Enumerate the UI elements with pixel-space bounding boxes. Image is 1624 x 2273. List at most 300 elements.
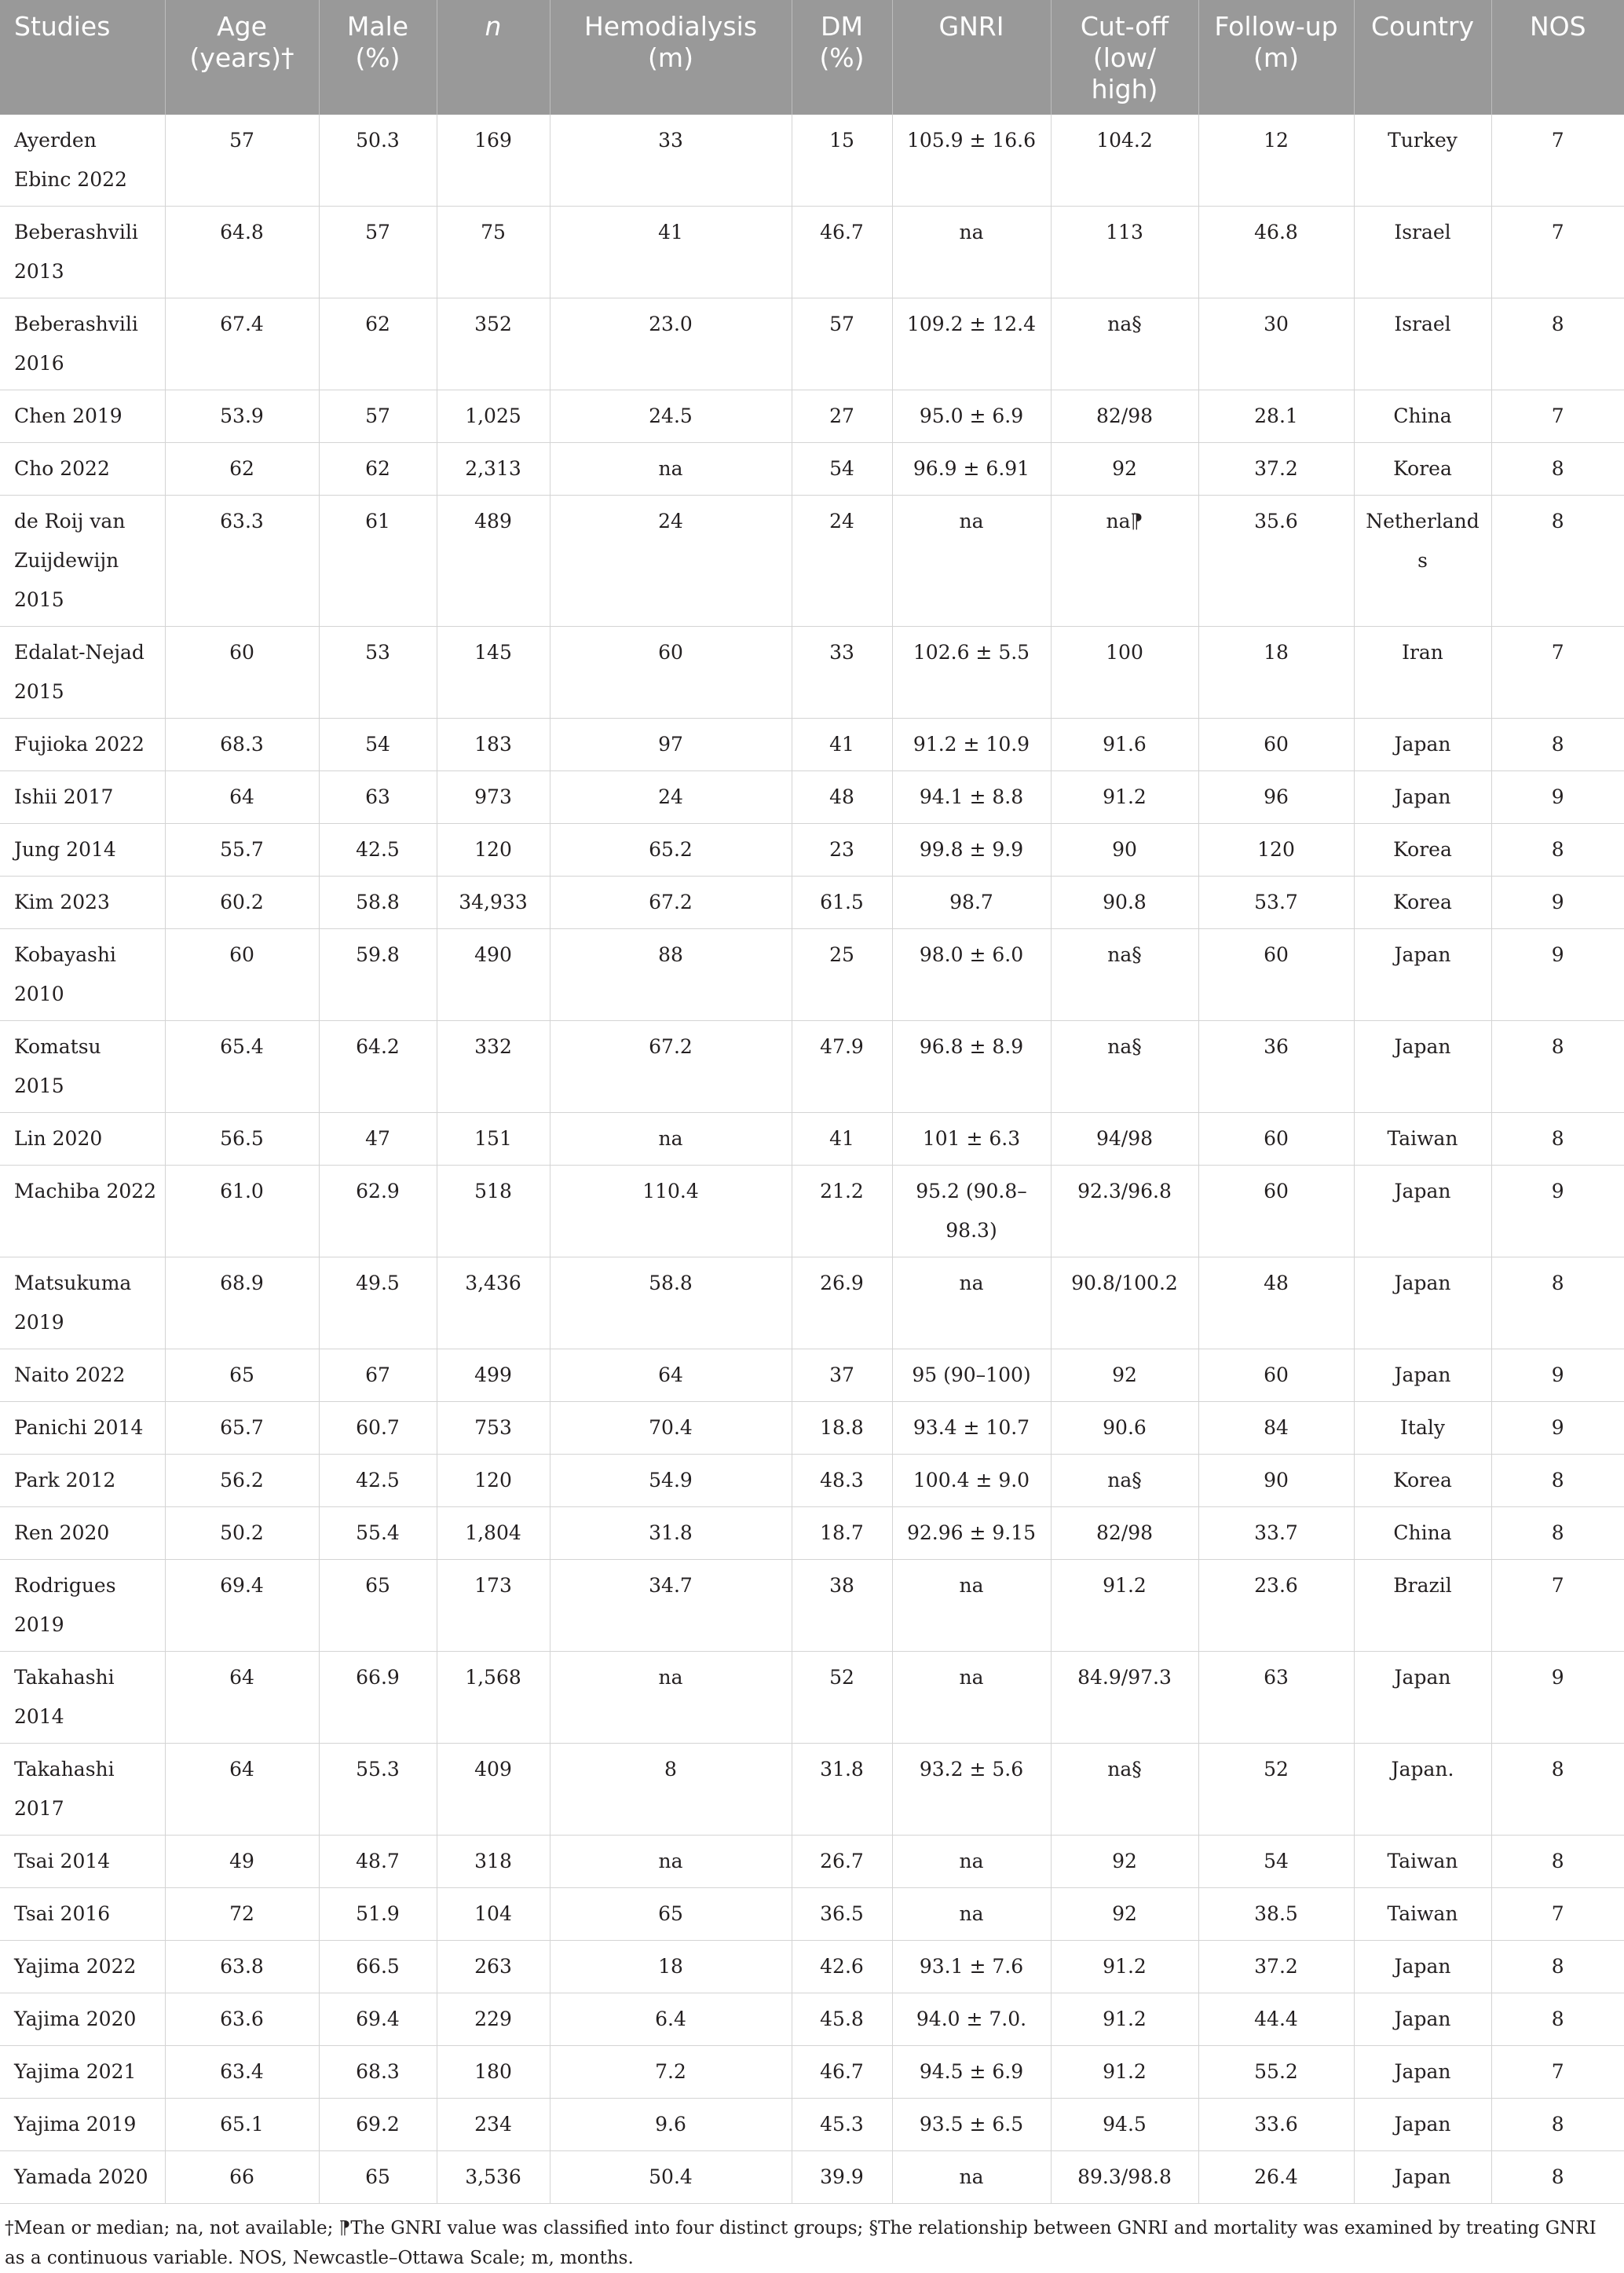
table-row bbox=[0, 929, 1624, 1021]
table-row bbox=[0, 1560, 1624, 1652]
table-row bbox=[0, 207, 1624, 298]
cell-country: China bbox=[1354, 390, 1491, 443]
cell-gnri: 100.4 ± 9.0 bbox=[892, 1455, 1051, 1507]
table-row bbox=[0, 115, 1624, 207]
cell-followup: 90 bbox=[1198, 1455, 1354, 1507]
cell-followup: 84 bbox=[1198, 1402, 1354, 1455]
cell-gnri: 95.2 (90.8–98.3) bbox=[892, 1166, 1051, 1257]
cell-n: 2,313 bbox=[437, 443, 550, 496]
cell-age: 64.8 bbox=[165, 207, 319, 298]
cell-hemodialysis: 67.2 bbox=[550, 877, 792, 929]
cell-age: 72 bbox=[165, 1888, 319, 1941]
cell-hemodialysis: 8 bbox=[550, 1744, 792, 1836]
cell-study: Park 2012 bbox=[0, 1455, 165, 1507]
cell-country: Korea bbox=[1354, 1455, 1491, 1507]
cell-dm: 15 bbox=[792, 115, 892, 207]
cell-n: 120 bbox=[437, 824, 550, 877]
cell-dm: 41 bbox=[792, 1113, 892, 1166]
header-country: Country bbox=[1354, 0, 1491, 115]
cell-hemodialysis: na bbox=[550, 1836, 792, 1888]
header-n: n bbox=[437, 0, 550, 115]
cell-followup: 46.8 bbox=[1198, 207, 1354, 298]
cell-country: Korea bbox=[1354, 824, 1491, 877]
cell-followup: 60 bbox=[1198, 929, 1354, 1021]
cell-study: Cho 2022 bbox=[0, 443, 165, 496]
cell-hemodialysis: 41 bbox=[550, 207, 792, 298]
cell-n: 234 bbox=[437, 2099, 550, 2151]
cell-study: Chen 2019 bbox=[0, 390, 165, 443]
cell-gnri: 102.6 ± 5.5 bbox=[892, 627, 1051, 719]
cell-male: 62 bbox=[319, 298, 437, 390]
cell-hemodialysis: 24 bbox=[550, 771, 792, 824]
table-footnote: †Mean or median; na, not available; ⁋The GNRI value was classified into four distinct groups; §The relationship between GNRI and mortality was examined by treating GNRI as a continuous variable. NOS, Newcastle–Ottawa Scale; m, months. bbox=[5, 2218, 1597, 2268]
cell-n: 151 bbox=[437, 1113, 550, 1166]
cell-gnri: 93.1 ± 7.6 bbox=[892, 1941, 1051, 1993]
cell-study: Kobayashi 2010 bbox=[0, 929, 165, 1021]
cell-cutoff: 90.6 bbox=[1051, 1402, 1198, 1455]
cell-cutoff: na§ bbox=[1051, 1021, 1198, 1113]
cell-dm: 45.8 bbox=[792, 1993, 892, 2046]
cell-cutoff: na§ bbox=[1051, 929, 1198, 1021]
table-row bbox=[0, 1166, 1624, 1257]
cell-gnri: 98.0 ± 6.0 bbox=[892, 929, 1051, 1021]
cell-cutoff: 84.9/97.3 bbox=[1051, 1652, 1198, 1744]
cell-nos: 9 bbox=[1491, 877, 1624, 929]
cell-nos: 7 bbox=[1491, 1560, 1624, 1652]
cell-study: Ayerden Ebinc 2022 bbox=[0, 115, 165, 207]
cell-male: 65 bbox=[319, 2151, 437, 2204]
cell-cutoff: 92 bbox=[1051, 443, 1198, 496]
cell-n: 183 bbox=[437, 719, 550, 771]
cell-hemodialysis: 58.8 bbox=[550, 1257, 792, 1349]
cell-dm: 23 bbox=[792, 824, 892, 877]
cell-age: 63.3 bbox=[165, 496, 319, 627]
cell-male: 42.5 bbox=[319, 1455, 437, 1507]
cell-male: 62 bbox=[319, 443, 437, 496]
cell-followup: 33.7 bbox=[1198, 1507, 1354, 1560]
cell-followup: 36 bbox=[1198, 1021, 1354, 1113]
cell-followup: 63 bbox=[1198, 1652, 1354, 1744]
cell-male: 53 bbox=[319, 627, 437, 719]
header-gnri: GNRI bbox=[892, 0, 1051, 115]
cell-age: 65.1 bbox=[165, 2099, 319, 2151]
cell-hemodialysis: 23.0 bbox=[550, 298, 792, 390]
cell-age: 64 bbox=[165, 1652, 319, 1744]
cell-followup: 52 bbox=[1198, 1744, 1354, 1836]
cell-age: 69.4 bbox=[165, 1560, 319, 1652]
cell-gnri: na bbox=[892, 1836, 1051, 1888]
table-row bbox=[0, 496, 1624, 627]
cell-male: 48.7 bbox=[319, 1836, 437, 1888]
cell-study: Panichi 2014 bbox=[0, 1402, 165, 1455]
cell-followup: 35.6 bbox=[1198, 496, 1354, 627]
cell-n: 1,025 bbox=[437, 390, 550, 443]
cell-study: Tsai 2014 bbox=[0, 1836, 165, 1888]
cell-age: 61.0 bbox=[165, 1166, 319, 1257]
cell-gnri: 105.9 ± 16.6 bbox=[892, 115, 1051, 207]
cell-followup: 33.6 bbox=[1198, 2099, 1354, 2151]
cell-country: Japan bbox=[1354, 1257, 1491, 1349]
cell-dm: 38 bbox=[792, 1560, 892, 1652]
cell-country: Italy bbox=[1354, 1402, 1491, 1455]
cell-hemodialysis: 54.9 bbox=[550, 1455, 792, 1507]
cell-followup: 60 bbox=[1198, 719, 1354, 771]
table-row bbox=[0, 1021, 1624, 1113]
cell-nos: 7 bbox=[1491, 2046, 1624, 2099]
table-row bbox=[0, 1455, 1624, 1507]
cell-gnri: na bbox=[892, 1560, 1051, 1652]
table-row bbox=[0, 877, 1624, 929]
header-row bbox=[0, 0, 1624, 115]
cell-n: 973 bbox=[437, 771, 550, 824]
cell-age: 62 bbox=[165, 443, 319, 496]
cell-country: Taiwan bbox=[1354, 1836, 1491, 1888]
cell-hemodialysis: 18 bbox=[550, 1941, 792, 1993]
cell-followup: 28.1 bbox=[1198, 390, 1354, 443]
cell-cutoff: 90 bbox=[1051, 824, 1198, 877]
header-studies: Studies bbox=[0, 0, 165, 115]
cell-cutoff: 90.8/100.2 bbox=[1051, 1257, 1198, 1349]
cell-country: Japan bbox=[1354, 1349, 1491, 1402]
cell-gnri: na bbox=[892, 1652, 1051, 1744]
cell-male: 64.2 bbox=[319, 1021, 437, 1113]
cell-cutoff: 94.5 bbox=[1051, 2099, 1198, 2151]
cell-nos: 8 bbox=[1491, 1744, 1624, 1836]
cell-nos: 7 bbox=[1491, 115, 1624, 207]
cell-n: 169 bbox=[437, 115, 550, 207]
cell-followup: 53.7 bbox=[1198, 877, 1354, 929]
cell-followup: 12 bbox=[1198, 115, 1354, 207]
cell-hemodialysis: 70.4 bbox=[550, 1402, 792, 1455]
cell-dm: 36.5 bbox=[792, 1888, 892, 1941]
cell-gnri: 101 ± 6.3 bbox=[892, 1113, 1051, 1166]
table-row bbox=[0, 1744, 1624, 1836]
cell-gnri: 95 (90–100) bbox=[892, 1349, 1051, 1402]
cell-hemodialysis: 88 bbox=[550, 929, 792, 1021]
cell-hemodialysis: 60 bbox=[550, 627, 792, 719]
cell-male: 47 bbox=[319, 1113, 437, 1166]
cell-age: 53.9 bbox=[165, 390, 319, 443]
cell-n: 3,436 bbox=[437, 1257, 550, 1349]
cell-n: 490 bbox=[437, 929, 550, 1021]
cell-followup: 60 bbox=[1198, 1113, 1354, 1166]
cell-cutoff: 92 bbox=[1051, 1349, 1198, 1402]
cell-study: Yajima 2020 bbox=[0, 1993, 165, 2046]
cell-n: 1,804 bbox=[437, 1507, 550, 1560]
cell-nos: 7 bbox=[1491, 627, 1624, 719]
cell-followup: 44.4 bbox=[1198, 1993, 1354, 2046]
cell-study: Ren 2020 bbox=[0, 1507, 165, 1560]
cell-nos: 8 bbox=[1491, 2099, 1624, 2151]
cell-country: Japan bbox=[1354, 1021, 1491, 1113]
cell-country: Taiwan bbox=[1354, 1888, 1491, 1941]
cell-followup: 60 bbox=[1198, 1349, 1354, 1402]
header-dm: DM (%) bbox=[792, 0, 892, 115]
table-row bbox=[0, 627, 1624, 719]
cell-nos: 9 bbox=[1491, 1652, 1624, 1744]
cell-nos: 8 bbox=[1491, 719, 1624, 771]
cell-cutoff: 113 bbox=[1051, 207, 1198, 298]
cell-followup: 23.6 bbox=[1198, 1560, 1354, 1652]
cell-age: 66 bbox=[165, 2151, 319, 2204]
cell-age: 56.5 bbox=[165, 1113, 319, 1166]
cell-country: Taiwan bbox=[1354, 1113, 1491, 1166]
cell-age: 57 bbox=[165, 115, 319, 207]
table-row bbox=[0, 2046, 1624, 2099]
cell-nos: 8 bbox=[1491, 1257, 1624, 1349]
cell-n: 34,933 bbox=[437, 877, 550, 929]
cell-n: 1,568 bbox=[437, 1652, 550, 1744]
cell-age: 64 bbox=[165, 771, 319, 824]
cell-cutoff: 91.2 bbox=[1051, 1941, 1198, 1993]
cell-followup: 18 bbox=[1198, 627, 1354, 719]
cell-nos: 9 bbox=[1491, 771, 1624, 824]
cell-dm: 47.9 bbox=[792, 1021, 892, 1113]
cell-male: 59.8 bbox=[319, 929, 437, 1021]
cell-male: 51.9 bbox=[319, 1888, 437, 1941]
cell-male: 61 bbox=[319, 496, 437, 627]
table-row bbox=[0, 1888, 1624, 1941]
cell-study: de Roij van Zuijdewijn 2015 bbox=[0, 496, 165, 627]
table-row bbox=[0, 390, 1624, 443]
cell-hemodialysis: 24.5 bbox=[550, 390, 792, 443]
cell-followup: 60 bbox=[1198, 1166, 1354, 1257]
cell-age: 68.9 bbox=[165, 1257, 319, 1349]
cell-country: Japan bbox=[1354, 1941, 1491, 1993]
cell-male: 50.3 bbox=[319, 115, 437, 207]
cell-country: Japan bbox=[1354, 719, 1491, 771]
cell-male: 57 bbox=[319, 390, 437, 443]
header-nos: NOS bbox=[1491, 0, 1624, 115]
cell-gnri: na bbox=[892, 496, 1051, 627]
cell-age: 65.4 bbox=[165, 1021, 319, 1113]
cell-n: 173 bbox=[437, 1560, 550, 1652]
cell-gnri: 93.5 ± 6.5 bbox=[892, 2099, 1051, 2151]
cell-study: Yajima 2022 bbox=[0, 1941, 165, 1993]
cell-age: 68.3 bbox=[165, 719, 319, 771]
cell-n: 120 bbox=[437, 1455, 550, 1507]
cell-age: 63.4 bbox=[165, 2046, 319, 2099]
cell-hemodialysis: 9.6 bbox=[550, 2099, 792, 2151]
cell-country: Japan bbox=[1354, 1652, 1491, 1744]
cell-hemodialysis: 97 bbox=[550, 719, 792, 771]
cell-cutoff: 82/98 bbox=[1051, 390, 1198, 443]
cell-dm: 48 bbox=[792, 771, 892, 824]
header-male: Male (%) bbox=[319, 0, 437, 115]
cell-cutoff: 91.2 bbox=[1051, 1993, 1198, 2046]
table-row bbox=[0, 1652, 1624, 1744]
cell-age: 65.7 bbox=[165, 1402, 319, 1455]
cell-age: 64 bbox=[165, 1744, 319, 1836]
cell-country: Japan. bbox=[1354, 1744, 1491, 1836]
cell-hemodialysis: 50.4 bbox=[550, 2151, 792, 2204]
cell-male: 49.5 bbox=[319, 1257, 437, 1349]
cell-male: 57 bbox=[319, 207, 437, 298]
cell-nos: 8 bbox=[1491, 1021, 1624, 1113]
cell-followup: 120 bbox=[1198, 824, 1354, 877]
cell-country: Japan bbox=[1354, 2046, 1491, 2099]
cell-age: 67.4 bbox=[165, 298, 319, 390]
cell-nos: 8 bbox=[1491, 1836, 1624, 1888]
header-followup: Follow-up (m) bbox=[1198, 0, 1354, 115]
table-row bbox=[0, 1993, 1624, 2046]
cell-male: 42.5 bbox=[319, 824, 437, 877]
cell-dm: 52 bbox=[792, 1652, 892, 1744]
cell-nos: 7 bbox=[1491, 207, 1624, 298]
cell-age: 56.2 bbox=[165, 1455, 319, 1507]
table-row bbox=[0, 1257, 1624, 1349]
cell-country: Brazil bbox=[1354, 1560, 1491, 1652]
cell-dm: 33 bbox=[792, 627, 892, 719]
cell-dm: 41 bbox=[792, 719, 892, 771]
cell-male: 60.7 bbox=[319, 1402, 437, 1455]
cell-hemodialysis: 64 bbox=[550, 1349, 792, 1402]
header-cutoff: Cut-off (low/ high) bbox=[1051, 0, 1198, 115]
cell-hemodialysis: na bbox=[550, 443, 792, 496]
cell-followup: 37.2 bbox=[1198, 443, 1354, 496]
cell-n: 352 bbox=[437, 298, 550, 390]
cell-male: 66.5 bbox=[319, 1941, 437, 1993]
cell-male: 67 bbox=[319, 1349, 437, 1402]
table-row bbox=[0, 1941, 1624, 1993]
cell-male: 65 bbox=[319, 1560, 437, 1652]
cell-dm: 54 bbox=[792, 443, 892, 496]
table-row bbox=[0, 2151, 1624, 2204]
cell-nos: 8 bbox=[1491, 2151, 1624, 2204]
cell-hemodialysis: 31.8 bbox=[550, 1507, 792, 1560]
cell-cutoff: 91.2 bbox=[1051, 2046, 1198, 2099]
cell-cutoff: 100 bbox=[1051, 627, 1198, 719]
cell-dm: 57 bbox=[792, 298, 892, 390]
cell-country: Japan bbox=[1354, 2151, 1491, 2204]
cell-study: Fujioka 2022 bbox=[0, 719, 165, 771]
cell-male: 69.2 bbox=[319, 2099, 437, 2151]
table-row bbox=[0, 2099, 1624, 2151]
cell-age: 65 bbox=[165, 1349, 319, 1402]
cell-followup: 55.2 bbox=[1198, 2046, 1354, 2099]
cell-nos: 8 bbox=[1491, 1993, 1624, 2046]
cell-study: Takahashi 2014 bbox=[0, 1652, 165, 1744]
cell-age: 50.2 bbox=[165, 1507, 319, 1560]
cell-dm: 26.7 bbox=[792, 1836, 892, 1888]
cell-hemodialysis: 67.2 bbox=[550, 1021, 792, 1113]
cell-followup: 30 bbox=[1198, 298, 1354, 390]
cell-dm: 48.3 bbox=[792, 1455, 892, 1507]
cell-dm: 42.6 bbox=[792, 1941, 892, 1993]
cell-n: 75 bbox=[437, 207, 550, 298]
cell-cutoff: na§ bbox=[1051, 1744, 1198, 1836]
cell-hemodialysis: 65.2 bbox=[550, 824, 792, 877]
table-row bbox=[0, 443, 1624, 496]
cell-cutoff: 91.2 bbox=[1051, 771, 1198, 824]
cell-gnri: 95.0 ± 6.9 bbox=[892, 390, 1051, 443]
cell-male: 66.9 bbox=[319, 1652, 437, 1744]
cell-male: 58.8 bbox=[319, 877, 437, 929]
cell-nos: 8 bbox=[1491, 496, 1624, 627]
cell-nos: 8 bbox=[1491, 1507, 1624, 1560]
cell-dm: 24 bbox=[792, 496, 892, 627]
cell-dm: 31.8 bbox=[792, 1744, 892, 1836]
cell-gnri: na bbox=[892, 207, 1051, 298]
cell-age: 60.2 bbox=[165, 877, 319, 929]
cell-country: Japan bbox=[1354, 771, 1491, 824]
cell-study: Matsukuma 2019 bbox=[0, 1257, 165, 1349]
cell-dm: 18.7 bbox=[792, 1507, 892, 1560]
cell-gnri: 109.2 ± 12.4 bbox=[892, 298, 1051, 390]
cell-nos: 9 bbox=[1491, 1349, 1624, 1402]
cell-nos: 9 bbox=[1491, 929, 1624, 1021]
cell-gnri: 93.2 ± 5.6 bbox=[892, 1744, 1051, 1836]
cell-country: China bbox=[1354, 1507, 1491, 1560]
cell-study: Machiba 2022 bbox=[0, 1166, 165, 1257]
cell-country: Korea bbox=[1354, 877, 1491, 929]
table-row bbox=[0, 1113, 1624, 1166]
cell-followup: 38.5 bbox=[1198, 1888, 1354, 1941]
cell-gnri: 96.9 ± 6.91 bbox=[892, 443, 1051, 496]
cell-dm: 61.5 bbox=[792, 877, 892, 929]
cell-gnri: 91.2 ± 10.9 bbox=[892, 719, 1051, 771]
cell-gnri: 96.8 ± 8.9 bbox=[892, 1021, 1051, 1113]
cell-cutoff: 82/98 bbox=[1051, 1507, 1198, 1560]
cell-cutoff: 89.3/98.8 bbox=[1051, 2151, 1198, 2204]
cell-nos: 8 bbox=[1491, 443, 1624, 496]
cell-hemodialysis: 7.2 bbox=[550, 2046, 792, 2099]
cell-n: 104 bbox=[437, 1888, 550, 1941]
cell-cutoff: na§ bbox=[1051, 298, 1198, 390]
cell-hemodialysis: na bbox=[550, 1113, 792, 1166]
cell-gnri: 98.7 bbox=[892, 877, 1051, 929]
cell-male: 55.4 bbox=[319, 1507, 437, 1560]
cell-study: Yamada 2020 bbox=[0, 2151, 165, 2204]
cell-gnri: 94.5 ± 6.9 bbox=[892, 2046, 1051, 2099]
table-row bbox=[0, 771, 1624, 824]
cell-male: 54 bbox=[319, 719, 437, 771]
cell-nos: 9 bbox=[1491, 1166, 1624, 1257]
cell-nos: 8 bbox=[1491, 824, 1624, 877]
cell-nos: 7 bbox=[1491, 390, 1624, 443]
cell-n: 409 bbox=[437, 1744, 550, 1836]
cell-cutoff: 94/98 bbox=[1051, 1113, 1198, 1166]
cell-n: 3,536 bbox=[437, 2151, 550, 2204]
cell-study: Beberashvili 2013 bbox=[0, 207, 165, 298]
cell-country: Japan bbox=[1354, 929, 1491, 1021]
cell-gnri: 93.4 ± 10.7 bbox=[892, 1402, 1051, 1455]
cell-dm: 27 bbox=[792, 390, 892, 443]
cell-n: 518 bbox=[437, 1166, 550, 1257]
cell-study: Edalat-Nejad 2015 bbox=[0, 627, 165, 719]
cell-gnri: na bbox=[892, 1257, 1051, 1349]
cell-followup: 96 bbox=[1198, 771, 1354, 824]
cell-study: Yajima 2019 bbox=[0, 2099, 165, 2151]
cell-dm: 21.2 bbox=[792, 1166, 892, 1257]
cell-dm: 26.9 bbox=[792, 1257, 892, 1349]
cell-male: 69.4 bbox=[319, 1993, 437, 2046]
cell-nos: 8 bbox=[1491, 1113, 1624, 1166]
cell-n: 332 bbox=[437, 1021, 550, 1113]
cell-cutoff: 91.6 bbox=[1051, 719, 1198, 771]
cell-study: Ishii 2017 bbox=[0, 771, 165, 824]
cell-age: 60 bbox=[165, 929, 319, 1021]
cell-cutoff: 92.3/96.8 bbox=[1051, 1166, 1198, 1257]
table-row bbox=[0, 1402, 1624, 1455]
cell-age: 60 bbox=[165, 627, 319, 719]
table-row bbox=[0, 824, 1624, 877]
cell-gnri: 94.0 ± 7.0. bbox=[892, 1993, 1051, 2046]
cell-nos: 9 bbox=[1491, 1402, 1624, 1455]
cell-cutoff: na⁋ bbox=[1051, 496, 1198, 627]
cell-study: Tsai 2016 bbox=[0, 1888, 165, 1941]
cell-hemodialysis: 6.4 bbox=[550, 1993, 792, 2046]
